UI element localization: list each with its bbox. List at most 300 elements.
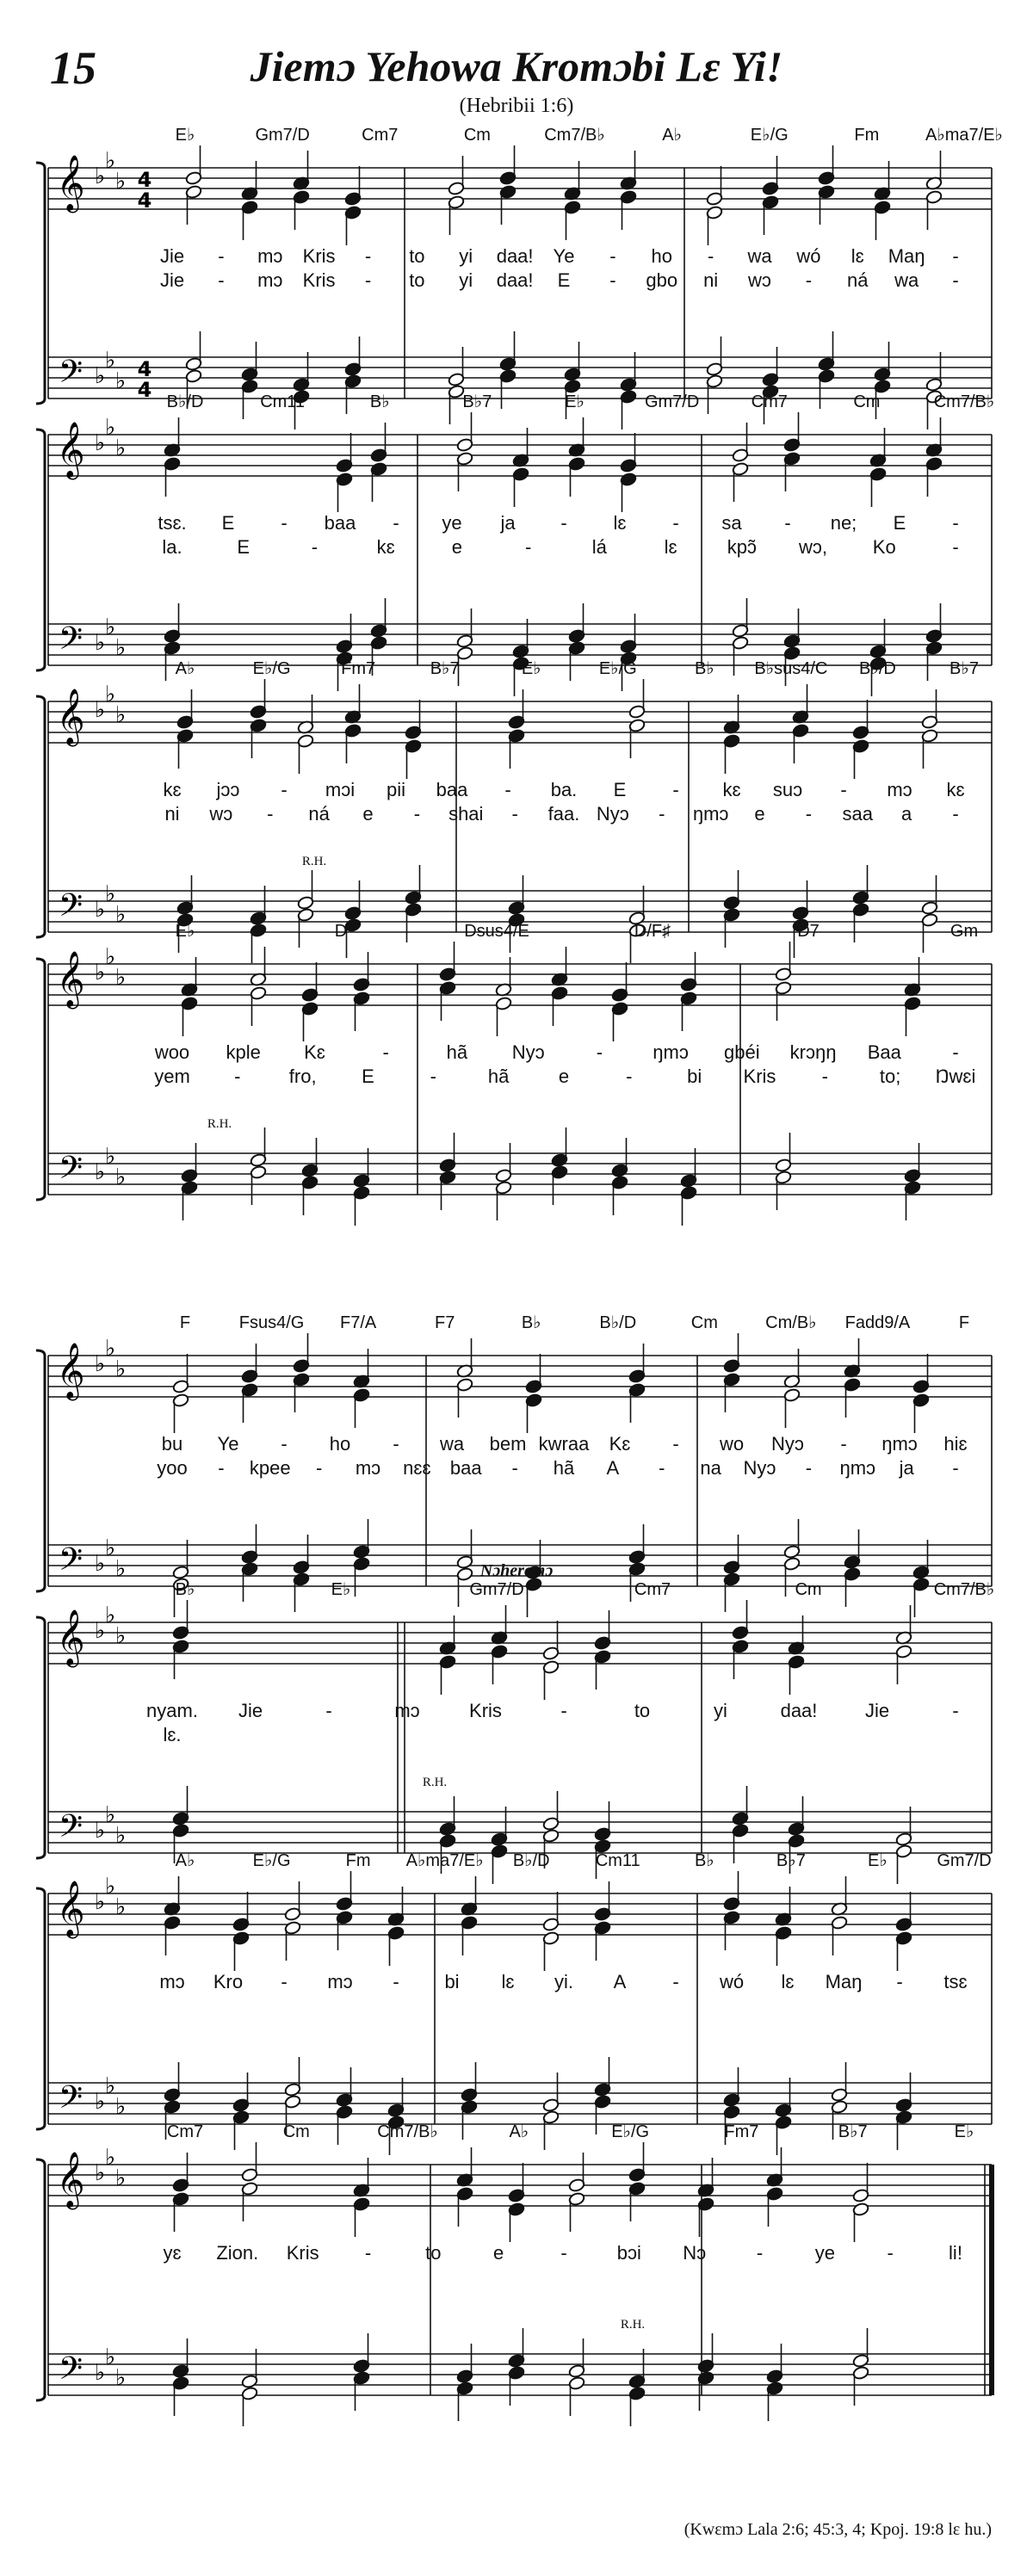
lyric-syllable: yi: [714, 1700, 727, 1721]
chord-symbol: Cm: [853, 392, 881, 411]
flat-icon: ♭: [104, 415, 116, 441]
lyric-syllable: hiɛ: [943, 1433, 968, 1455]
lyric-syllable: -: [560, 1700, 567, 1721]
lyric-line: [163, 1724, 181, 1745]
bass-clef-icon: 𝄢: [58, 1808, 84, 1852]
chord-symbol: D/F♯: [634, 922, 671, 941]
bracket-hook: [36, 1350, 45, 1356]
treble-clef-icon: 𝄞: [56, 2152, 85, 2208]
music-system: [36, 659, 992, 963]
chord-symbol: A♭ma7/E♭: [405, 1851, 484, 1870]
lyric-syllable: lɛ: [613, 512, 627, 534]
right-hand-marking: R.H.: [422, 1776, 448, 1789]
flat-icon: ♭: [104, 1874, 116, 1900]
lyric-syllable: wɔ,: [799, 536, 828, 558]
lyric-syllable: -: [281, 512, 288, 534]
lyric-syllable: mɔ: [887, 779, 912, 800]
lyric-syllable: E: [557, 269, 571, 291]
lyric-syllable: la.: [162, 536, 182, 558]
lyric-syllable: -: [596, 1041, 603, 1063]
lyric-syllable: -: [840, 779, 847, 800]
lyric-syllable: ná: [847, 269, 869, 291]
lyric-syllable: -: [952, 1457, 959, 1479]
lyric-syllable: sa: [721, 512, 742, 534]
lyric-syllable: E: [893, 512, 906, 534]
bracket-hook: [36, 429, 45, 435]
lyric-syllable: bu: [161, 1433, 183, 1455]
lyric-syllable: -: [382, 1041, 389, 1063]
chord-symbol: Gm7/D: [937, 1851, 992, 1870]
lyric-syllable: -: [609, 269, 616, 291]
lyric-syllable: e: [493, 2242, 504, 2264]
chord-symbols: [176, 1851, 992, 1870]
flat-icon: ♭: [104, 1535, 116, 1561]
chord-symbol: E♭/G: [252, 1851, 291, 1870]
lyric-syllable: ŋmɔ: [653, 1041, 689, 1063]
treble-staff: [48, 679, 992, 779]
bracket-hook: [36, 1586, 45, 1591]
lyric-syllable: to: [409, 245, 425, 267]
chord-symbol: Cm: [282, 2122, 310, 2141]
lyric-syllable: -: [756, 2242, 764, 2264]
lyric-syllable: yi: [459, 269, 473, 291]
lyric-syllable: -: [267, 803, 274, 825]
lyric-syllable: to: [634, 1700, 651, 1721]
lyric-syllable: Ŋwɛi: [935, 1066, 976, 1087]
lyric-syllable: -: [311, 536, 319, 558]
lyric-syllable: lɛ: [501, 1971, 515, 1992]
flat-icon: ♭: [104, 148, 116, 174]
lyric-syllable: faa.: [547, 803, 580, 825]
time-signature-top: 4: [137, 357, 152, 381]
lyric-syllable: mɔ: [159, 1971, 185, 1992]
flat-icon: ♭: [94, 697, 106, 723]
lyric-syllable: Baa: [867, 1041, 901, 1063]
lyric-syllable: -: [560, 2242, 567, 2264]
lyric-syllable: Ko: [872, 536, 896, 558]
lyric-syllable: -: [393, 512, 399, 534]
lyric-syllable: baa: [324, 512, 356, 534]
bracket-hook: [36, 2124, 45, 2129]
lyric-syllable: -: [952, 1700, 959, 1721]
flat-icon: ♭: [114, 169, 127, 195]
lyric-syllable: kwraa: [538, 1433, 590, 1455]
flat-icon: ♭: [94, 2089, 106, 2115]
lyric-syllable: mɔ: [257, 245, 283, 267]
flat-icon: ♭: [114, 1823, 127, 1849]
lyric-line: [157, 1457, 958, 1479]
bass-clef-icon: 𝄢: [58, 1541, 84, 1585]
lyric-syllable: ye: [814, 2242, 835, 2264]
lyric-syllable: -: [626, 1066, 633, 1087]
chord-symbol: B♭7: [462, 392, 492, 411]
chord-symbols: [167, 392, 995, 411]
chord-symbol: B♭7: [430, 659, 460, 678]
lyric-syllable: -: [659, 1457, 665, 1479]
bracket-hook: [36, 696, 45, 701]
flat-icon: ♭: [94, 1551, 106, 1577]
chord-symbol: Cm7/B♭: [544, 126, 605, 145]
chord-symbol: A♭: [662, 126, 683, 145]
chord-symbol: Cm11: [595, 1851, 640, 1870]
chord-symbol: Cm11: [260, 392, 306, 411]
flat-icon: ♭: [104, 944, 116, 970]
flat-icon: ♭: [114, 1164, 127, 1190]
chord-symbol: Gm: [949, 922, 979, 941]
lyric-syllable: -: [672, 779, 679, 800]
lyric-syllable: ye: [442, 512, 462, 534]
lyric-syllable: Kris: [302, 269, 336, 291]
right-hand-marking: R.H.: [620, 2318, 646, 2332]
lyric-syllable: bem: [489, 1433, 527, 1455]
tempo-marking: Nɔheremɔ: [479, 1561, 554, 1580]
flat-icon: ♭: [114, 2365, 127, 2391]
time-signature-bottom: 4: [137, 378, 152, 402]
lyric-syllable: -: [672, 512, 679, 534]
lyric-syllable: baa: [449, 1457, 482, 1479]
chord-symbol: F: [179, 1313, 191, 1332]
lyric-syllable: Maŋ: [888, 245, 925, 267]
flat-icon: ♭: [114, 702, 127, 728]
lyric-syllable: yi.: [554, 1971, 573, 1992]
lyric-syllable: ho: [651, 245, 672, 267]
lyric-syllable: bi: [444, 1971, 460, 1992]
treble-clef-icon: 𝄞: [56, 1609, 85, 1665]
chord-symbol: Cm7: [751, 392, 788, 411]
lyric-syllable: ŋmɔ: [692, 803, 729, 825]
lyric-syllable: wɔ: [748, 269, 771, 291]
lyric-syllable: hã: [487, 1066, 510, 1087]
lyric-syllable: Jie: [864, 1700, 890, 1721]
lyric-syllable: Nyɔ: [511, 1041, 545, 1063]
chord-symbol: Cm: [690, 1313, 718, 1332]
lyric-syllable: -: [560, 512, 567, 534]
scripture-reference: (Hebribii 1:6): [459, 95, 574, 117]
chord-symbol: E♭: [868, 1851, 888, 1870]
lyric-syllable: -: [952, 512, 959, 534]
flat-icon: ♭: [94, 2160, 106, 2186]
lyric-syllable: tsɛ: [943, 1971, 968, 1992]
lyric-syllable: ná: [308, 803, 330, 825]
lyric-syllable: ni: [164, 803, 180, 825]
flat-icon: ♭: [114, 368, 127, 394]
lyric-syllable: e: [362, 803, 374, 825]
lyric-syllable: -: [805, 269, 813, 291]
lyric-syllable: hã: [553, 1457, 575, 1479]
lyric-syllable: Zion.: [216, 2242, 259, 2264]
lyric-syllable: e: [451, 536, 463, 558]
chord-symbols: [176, 659, 979, 678]
lyric-syllable: woo: [154, 1041, 190, 1063]
lyric-syllable: Nyɔ: [596, 803, 629, 825]
bass-clef-icon: 𝄢: [58, 621, 84, 664]
lyric-line: [163, 2242, 962, 2264]
lyric-syllable: Jie: [159, 269, 185, 291]
lyric-syllable: -: [218, 1457, 225, 1479]
lyric-syllable: baa: [436, 779, 468, 800]
lyric-syllable: bɔi: [616, 2242, 641, 2264]
lyric-syllable: bi: [687, 1066, 702, 1087]
flat-icon: ♭: [114, 2094, 127, 2120]
lyric-line: [154, 1066, 975, 1087]
lyric-syllable: a: [901, 803, 912, 825]
lyric-syllable: -: [707, 245, 714, 267]
chord-symbol: B♭7: [776, 1851, 806, 1870]
lyric-syllable: -: [952, 245, 959, 267]
lyric-syllable: wo: [719, 1433, 745, 1455]
flat-icon: ♭: [94, 1818, 106, 1844]
lyric-syllable: daa!: [496, 269, 534, 291]
lyric-syllable: lɛ: [851, 245, 864, 267]
lyric-syllable: -: [413, 803, 421, 825]
flat-icon: ♭: [114, 635, 127, 661]
lyric-syllable: -: [887, 2242, 894, 2264]
lyric-syllable: tsɛ.: [158, 512, 187, 534]
lyric-syllable: e: [558, 1066, 570, 1087]
lyric-syllable: lá: [591, 536, 607, 558]
chord-symbol: Cm7: [634, 1580, 671, 1599]
lyric-syllable: -: [393, 1971, 399, 1992]
lyric-syllable: pii: [386, 779, 406, 800]
lyric-syllable: -: [805, 803, 813, 825]
lyric-syllable: -: [504, 779, 511, 800]
lyric-syllable: -: [281, 1971, 288, 1992]
chord-symbol: E♭/G: [750, 126, 789, 145]
bracket-hook: [36, 959, 45, 964]
flat-icon: ♭: [94, 1618, 106, 1644]
lyric-syllable: -: [281, 779, 288, 800]
chord-symbol: E♭/G: [611, 2122, 650, 2141]
chord-symbol: Gm7/D: [255, 126, 310, 145]
bracket-hook: [36, 398, 45, 404]
lyric-syllable: -: [218, 269, 225, 291]
flat-icon: ♭: [104, 881, 116, 907]
lyric-syllable: daa!: [496, 245, 534, 267]
bass-clef-icon: 𝄢: [58, 1150, 84, 1194]
flat-icon: ♭: [94, 897, 106, 923]
lyric-syllable: yem: [154, 1066, 190, 1087]
lyric-syllable: wa: [894, 269, 919, 291]
lyric-line: [160, 245, 959, 267]
chord-symbol: Cm7: [166, 2122, 204, 2141]
lyric-syllable: wa: [439, 1433, 465, 1455]
bass-staff: [48, 331, 992, 429]
chord-symbol: Fsus4/G: [238, 1313, 305, 1332]
lyric-syllable: lɛ: [664, 536, 677, 558]
chord-symbol: D7: [797, 922, 820, 941]
chord-symbol: E♭: [954, 2122, 974, 2141]
lyric-syllable: kɛ: [163, 779, 182, 800]
lyric-line: [160, 269, 959, 291]
chord-symbol: E♭: [175, 126, 195, 145]
chord-symbol: B♭: [369, 392, 390, 411]
chord-symbol: B♭: [175, 1580, 195, 1599]
lyric-syllable: Nyɔ: [743, 1457, 776, 1479]
flat-icon: ♭: [114, 436, 127, 461]
lyric-line: [146, 1700, 959, 1721]
lyric-syllable: -: [218, 245, 225, 267]
chord-symbol: Cm: [463, 126, 491, 145]
lyric-syllable: -: [524, 536, 532, 558]
music-system: [36, 1561, 994, 1884]
bass-staff: [48, 598, 992, 696]
chord-symbol: B♭sus4/C: [754, 659, 828, 678]
flat-icon: ♭: [104, 2344, 116, 2370]
bracket-hook: [36, 2159, 45, 2165]
lyric-syllable: li!: [949, 2242, 962, 2264]
lyric-syllable: Nyɔ: [771, 1433, 804, 1455]
lyric-syllable: -: [896, 1971, 903, 1992]
lyric-syllable: to;: [879, 1066, 901, 1087]
lyric-syllable: mɔ: [394, 1700, 420, 1721]
music-system: [36, 126, 1003, 429]
bass-clef-icon: 𝄢: [58, 887, 84, 931]
chord-symbol: Cm7/B♭: [377, 2122, 438, 2141]
chord-symbol: E♭/G: [598, 659, 637, 678]
treble-staff: [48, 1333, 992, 1433]
lyric-syllable: kpɔ̃: [727, 536, 757, 558]
lyric-syllable: mɔ: [327, 1971, 353, 1992]
lyric-syllable: Ye: [553, 245, 575, 267]
chord-symbol: Cm7: [362, 126, 399, 145]
lyric-syllable: krɔŋŋ: [789, 1041, 837, 1063]
lyric-syllable: -: [281, 1433, 288, 1455]
lyric-syllable: hã: [446, 1041, 468, 1063]
lyric-line: [164, 803, 958, 825]
lyric-line: [158, 512, 958, 534]
bass-staff: [48, 1127, 992, 1226]
lyric-syllable: Kris: [286, 2242, 319, 2264]
flat-icon: ♭: [104, 682, 116, 707]
lyric-syllable: -: [364, 245, 372, 267]
bracket-hook: [36, 932, 45, 937]
lyric-syllable: fro,: [288, 1066, 317, 1087]
flat-icon: ♭: [94, 164, 106, 189]
lyric-syllable: lɛ: [781, 1971, 795, 1992]
flat-icon: ♭: [114, 965, 127, 991]
chord-symbol: Cm7/B♭: [933, 392, 995, 411]
lyric-syllable: -: [952, 1041, 959, 1063]
chord-symbol: E♭/G: [252, 659, 291, 678]
hymn-title: Jiemɔ Yehowa Kromɔbi Lɛ Yi!: [250, 42, 783, 90]
lyric-syllable: yɛ: [163, 2242, 182, 2264]
lyric-syllable: E: [221, 512, 235, 534]
lyric-syllable: -: [511, 803, 518, 825]
flat-icon: ♭: [104, 1603, 116, 1628]
lyric-syllable: yi: [459, 245, 473, 267]
chord-symbols: [167, 2122, 974, 2141]
lyric-syllable: Kris: [469, 1700, 502, 1721]
chord-symbol: B♭/D: [859, 659, 896, 678]
lyric-syllable: daa!: [780, 1700, 818, 1721]
bass-clef-icon: 𝄢: [58, 354, 84, 398]
bracket-hook: [36, 665, 45, 670]
footer-references: (Kwɛmɔ Lala 2:6; 45:3, 4; Kpoj. 19:8 lɛ hu.): [684, 2520, 992, 2539]
lyric-syllable: ja: [500, 512, 516, 534]
lyric-syllable: Kro: [213, 1971, 244, 1992]
chord-symbol: E♭: [175, 922, 195, 941]
lyric-syllable: -: [609, 245, 616, 267]
lyric-syllable: ja: [899, 1457, 914, 1479]
chord-symbol: F7/A: [339, 1313, 377, 1332]
chord-symbol: Fadd9/A: [844, 1313, 911, 1332]
lyric-syllable: Kɛ: [304, 1041, 325, 1063]
lyric-syllable: nyam.: [146, 1700, 198, 1721]
lyric-syllable: -: [805, 1457, 813, 1479]
lyric-syllable: -: [430, 1066, 436, 1087]
lyric-syllable: kɛ: [946, 779, 965, 800]
chord-symbol: A♭ma7/E♭: [925, 126, 1004, 145]
chord-symbol: B♭: [694, 1851, 714, 1870]
lyric-syllable: -: [952, 269, 959, 291]
lyric-syllable: wó: [796, 245, 821, 267]
bass-staff: [48, 865, 992, 963]
lyric-syllable: mɔi: [325, 779, 356, 800]
chord-symbol: E♭: [565, 392, 585, 411]
lyric-syllable: wó: [719, 1971, 745, 1992]
lyric-syllable: Maŋ: [825, 1971, 863, 1992]
lyric-syllable: -: [821, 1066, 828, 1087]
lyric-syllable: -: [952, 803, 959, 825]
lyric-syllable: -: [364, 269, 372, 291]
flat-icon: ♭: [114, 902, 127, 928]
lyric-syllable: wa: [747, 245, 772, 267]
lyric-syllable: -: [952, 536, 959, 558]
chord-symbol: F: [958, 1313, 970, 1332]
lyric-syllable: to: [409, 269, 425, 291]
bracket-hook: [36, 1888, 45, 1893]
lyric-line: [163, 779, 964, 800]
treble-staff: [48, 1871, 992, 1971]
lyric-syllable: mɔ: [257, 269, 283, 291]
lyric-syllable: -: [234, 1066, 241, 1087]
flat-icon: ♭: [104, 2145, 116, 2171]
treble-clef-icon: 𝄞: [56, 951, 85, 1007]
lyric-syllable: na: [700, 1457, 721, 1479]
lyric-syllable: -: [315, 1457, 323, 1479]
lyric-syllable: ba.: [550, 779, 578, 800]
treble-clef-icon: 𝄞: [56, 689, 85, 744]
bracket-hook: [36, 1617, 45, 1622]
flat-icon: ♭: [114, 2165, 127, 2191]
lyric-syllable: -: [840, 1433, 847, 1455]
lyric-syllable: Jie: [238, 1700, 263, 1721]
lyric-syllable: kple: [226, 1041, 261, 1063]
time-signature-bottom: 4: [137, 188, 152, 213]
lyric-syllable: Kris: [743, 1066, 776, 1087]
lyric-syllable: ŋmɔ: [881, 1433, 918, 1455]
chord-symbol: B♭7: [838, 2122, 868, 2141]
flat-icon: ♭: [94, 1889, 106, 1915]
lyric-line: [162, 1433, 968, 1455]
treble-staff: [48, 412, 992, 512]
lyric-syllable: Jie: [159, 245, 185, 267]
lyric-syllable: ni: [703, 269, 719, 291]
chord-symbol: Cm/B♭: [765, 1313, 817, 1332]
lyric-syllable: mɔ: [355, 1457, 381, 1479]
chord-symbol: Gm7/D: [469, 1580, 524, 1599]
chord-symbols: [176, 922, 979, 941]
lyric-syllable: ho: [329, 1433, 351, 1455]
chord-symbol: B♭: [694, 659, 714, 678]
lyric-syllable: A: [613, 1971, 627, 1992]
bass-clef-icon: 𝄢: [58, 2079, 84, 2123]
chord-symbol: D: [334, 922, 348, 941]
lyric-syllable: gbéi: [724, 1041, 760, 1063]
lyric-syllable: kɛ: [722, 779, 741, 800]
bracket-hook: [36, 1853, 45, 1858]
flat-icon: ♭: [94, 363, 106, 389]
